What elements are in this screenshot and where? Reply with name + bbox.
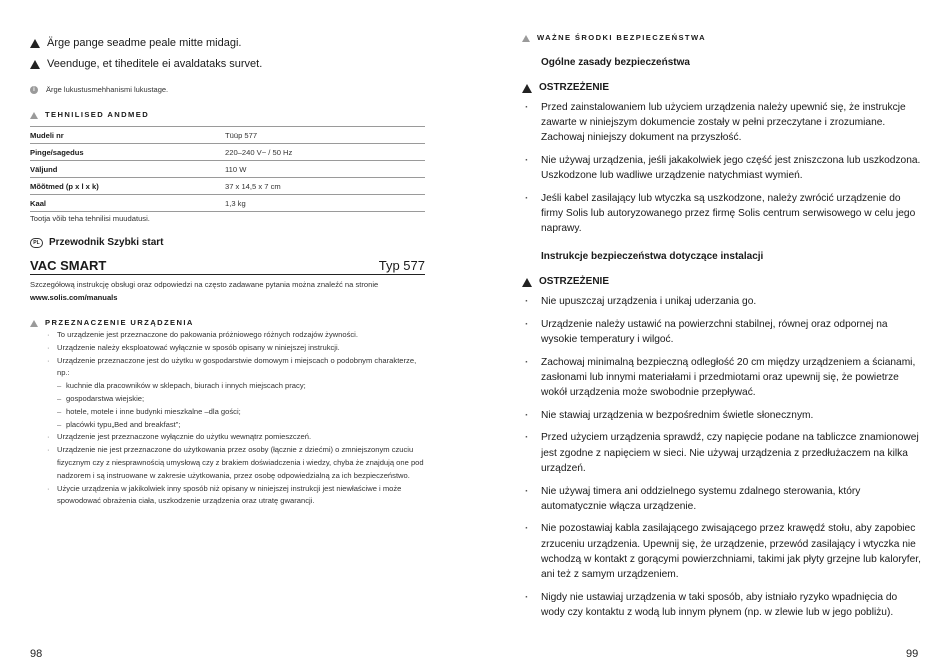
spec-value: Tüüp 577 [225, 127, 425, 144]
intro-block [30, 279, 425, 304]
list-item: · Urządzenie należy ustawić na powierzchni stabilnej, równej oraz odpornej na wysokie temperatury i wilgoć. [522, 317, 922, 347]
table-row [30, 127, 425, 144]
model-type: Typ 577 [378, 258, 425, 273]
list-item: · Urządzenie należy eksploatować wyłącznie w sposób opisany w niniejszej instrukcji. [30, 342, 425, 355]
info-note-text: Ärge lukustusmehhanismi lukustage. [46, 85, 169, 94]
list-item: · Urządzenie przeznaczone jest do użytku w gospodarstwie domowym i miejscach o podobnym charakterze, np.: [30, 355, 425, 381]
warning-label-text: OSTRZEŻENIE [539, 276, 610, 287]
spec-table [30, 126, 425, 212]
list-item: · Użycie urządzenia w jakikolwiek inny sposób niż opisany w niniejszej instrukcji jest niewłaściwe i może spowodować obrażenia ciała, uszkodzenie urządzenia oraz utratę gwarancji. [30, 483, 425, 509]
page-number-right: 99 [906, 648, 919, 660]
spec-label: Mõõtmed (p x l x k) [30, 178, 225, 195]
safety-heading-text: WAŻNE ŚRODKI BEZPIECZEŃSTWA [537, 33, 707, 42]
model-bar [30, 258, 425, 275]
intro-text: Szczegółową instrukcję obsługi oraz odpowiedzi na często zadawane pytania można znaleźć na stronie [30, 280, 379, 289]
list-item: · Nie używaj urządzenia, jeśli jakakolwiek jego część jest zniszczona lub uszkodzona. Uszkodzone lub wadliwe urządzenie natychmiast wymień. [522, 153, 922, 183]
info-note [30, 85, 168, 94]
table-row [30, 178, 425, 195]
warning-triangle-icon [30, 39, 40, 48]
list-subitem: – placówki typu„Bed and breakfast”; [30, 419, 425, 432]
install-rules-list [522, 294, 922, 628]
spec-value: 110 W [225, 161, 425, 178]
warning-text: Ärge pange seadme peale mitte midagi. [47, 37, 242, 49]
list-item: · Zachowaj minimalną bezpieczną odległość 20 cm między urządzeniem a ścianami, zasłonami lub innymi materiałami i przedmiotami oraz upewnij się, że powietrze wokół urządzenia może swobodnie przepływać. [522, 355, 922, 401]
section-triangle-icon [30, 112, 38, 119]
quick-start-heading [30, 237, 163, 248]
language-badge-pl: PL [30, 238, 43, 248]
install-rules-title: Instrukcje bezpieczeństwa dotyczące instalacji [541, 251, 764, 262]
warning-line-2 [30, 58, 262, 70]
list-item: · To urządzenie jest przeznaczone do pakowania próżniowego różnych rodzajów żywności. [30, 329, 425, 342]
warning-line-1 [30, 37, 241, 49]
section-triangle-icon [30, 320, 38, 327]
list-subitem: – gospodarstwa wiejskie; [30, 393, 425, 406]
warning-text: Veenduge, et tiheditele ei avaldataks survet. [47, 58, 263, 70]
spec-value: 220–240 V~ / 50 Hz [225, 144, 425, 161]
model-name: VAC SMART [30, 258, 107, 273]
spec-value: 1,3 kg [225, 195, 425, 212]
warning-label-2 [522, 276, 609, 287]
spec-label: Väljund [30, 161, 225, 178]
tech-data-heading [30, 110, 149, 119]
spec-value: 37 x 14,5 x 7 cm [225, 178, 425, 195]
list-item: · Nigdy nie ustawiaj urządzenia w taki sposób, aby istniało ryzyko wpadnięcia do wody czy kontaktu z wodą lub innym płynem (np. w zlewie lub w jego pobliżu). [522, 590, 922, 620]
right-page [522, 0, 922, 660]
list-item: · Urządzenie jest przeznaczone wyłącznie do użytku wewnątrz pomieszczeń. [30, 431, 425, 444]
list-subitem: – hotele, motele i inne budynki mieszkalne –dla gości; [30, 406, 425, 419]
intended-use-heading [30, 318, 194, 327]
left-page [30, 0, 425, 660]
quick-start-text: Przewodnik Szybki start [49, 237, 164, 248]
table-row [30, 195, 425, 212]
section-triangle-icon [522, 35, 530, 42]
manuals-link[interactable]: www.solis.com/manuals [30, 292, 118, 302]
spec-label: Pinge/sagedus [30, 144, 225, 161]
list-subitem: – kuchnie dla pracowników w sklepach, biurach i innych miejscach pracy; [30, 380, 425, 393]
table-row [30, 144, 425, 161]
list-item: · Jeśli kabel zasilający lub wtyczka są uszkodzone, należy zwrócić urządzenie do firmy Solis lub autoryzowanego przez firmę Solis centrum serwisowego w celu jego naprawy. [522, 191, 922, 237]
intended-use-list [30, 329, 425, 508]
spec-label: Kaal [30, 195, 225, 212]
info-icon: i [30, 86, 38, 94]
warning-label-text: OSTRZEŻENIE [539, 82, 610, 93]
spec-note: Tootja võib teha tehnilisi muudatusi. [30, 214, 150, 223]
warning-triangle-icon [522, 278, 532, 287]
general-rules-title: Ogólne zasady bezpieczeństwa [541, 57, 690, 68]
page-number-left: 98 [30, 648, 43, 660]
list-item: · Urządzenie nie jest przeznaczone do użytkowania przez osoby (łącznie z dziećmi) o zmniejszonym czuciu fizycznym czy z niesprawnością umysłową czy z brakiem doświadczenia i wiedzy, chyba że znajdują one pod nadzorem i są instruowane w zakresie użytkowania, przez osobę odpowiedzialną za ich bezpieczeństwo. [30, 444, 425, 482]
list-item: · Przed użyciem urządzenia sprawdź, czy napięcie podane na tabliczce znamionowej jest zgodne z napięciem w sieci. Nie używaj urządzenia z przedłużaczem na kilka urządzeń. [522, 430, 922, 476]
spec-label: Mudeli nr [30, 127, 225, 144]
general-rules-list [522, 100, 922, 244]
warning-label-1 [522, 82, 609, 93]
list-item: · Nie stawiaj urządzenia w bezpośrednim świetle słonecznym. [522, 408, 922, 423]
list-item: · Nie używaj timera ani oddzielnego systemu zdalnego sterowania, który automatycznie włącza urządzenie. [522, 484, 922, 514]
warning-triangle-icon [522, 84, 532, 93]
safety-heading [522, 33, 706, 42]
intended-use-heading-text: PRZEZNACZENIE URZĄDZENIA [45, 318, 194, 327]
tech-data-heading-text: TEHNILISED ANDMED [45, 110, 150, 119]
warning-triangle-icon [30, 60, 40, 69]
list-item: · Nie pozostawiaj kabla zasilającego zwisającego przez krawędź stołu, aby zapobiec zrzuceniu urządzenia. Upewnij się, że urządzenie, przewód zasilający i wtyczka nie wchodzą w kontakt z gorącymi powierzchniami, takimi jak płyty grzejne lub kaloryfer, ani też z samym urządzeniem. [522, 521, 922, 582]
table-row [30, 161, 425, 178]
list-item: · Nie upuszczaj urządzenia i unikaj uderzania go. [522, 294, 922, 309]
list-item: · Przed zainstalowaniem lub użyciem urządzenia należy upewnić się, że instrukcje zawarte w niniejszym dokumencie zostały w pełni przeczytane i zrozumiane. Zachowaj niniejszy dokument na przyszłość. [522, 100, 922, 146]
